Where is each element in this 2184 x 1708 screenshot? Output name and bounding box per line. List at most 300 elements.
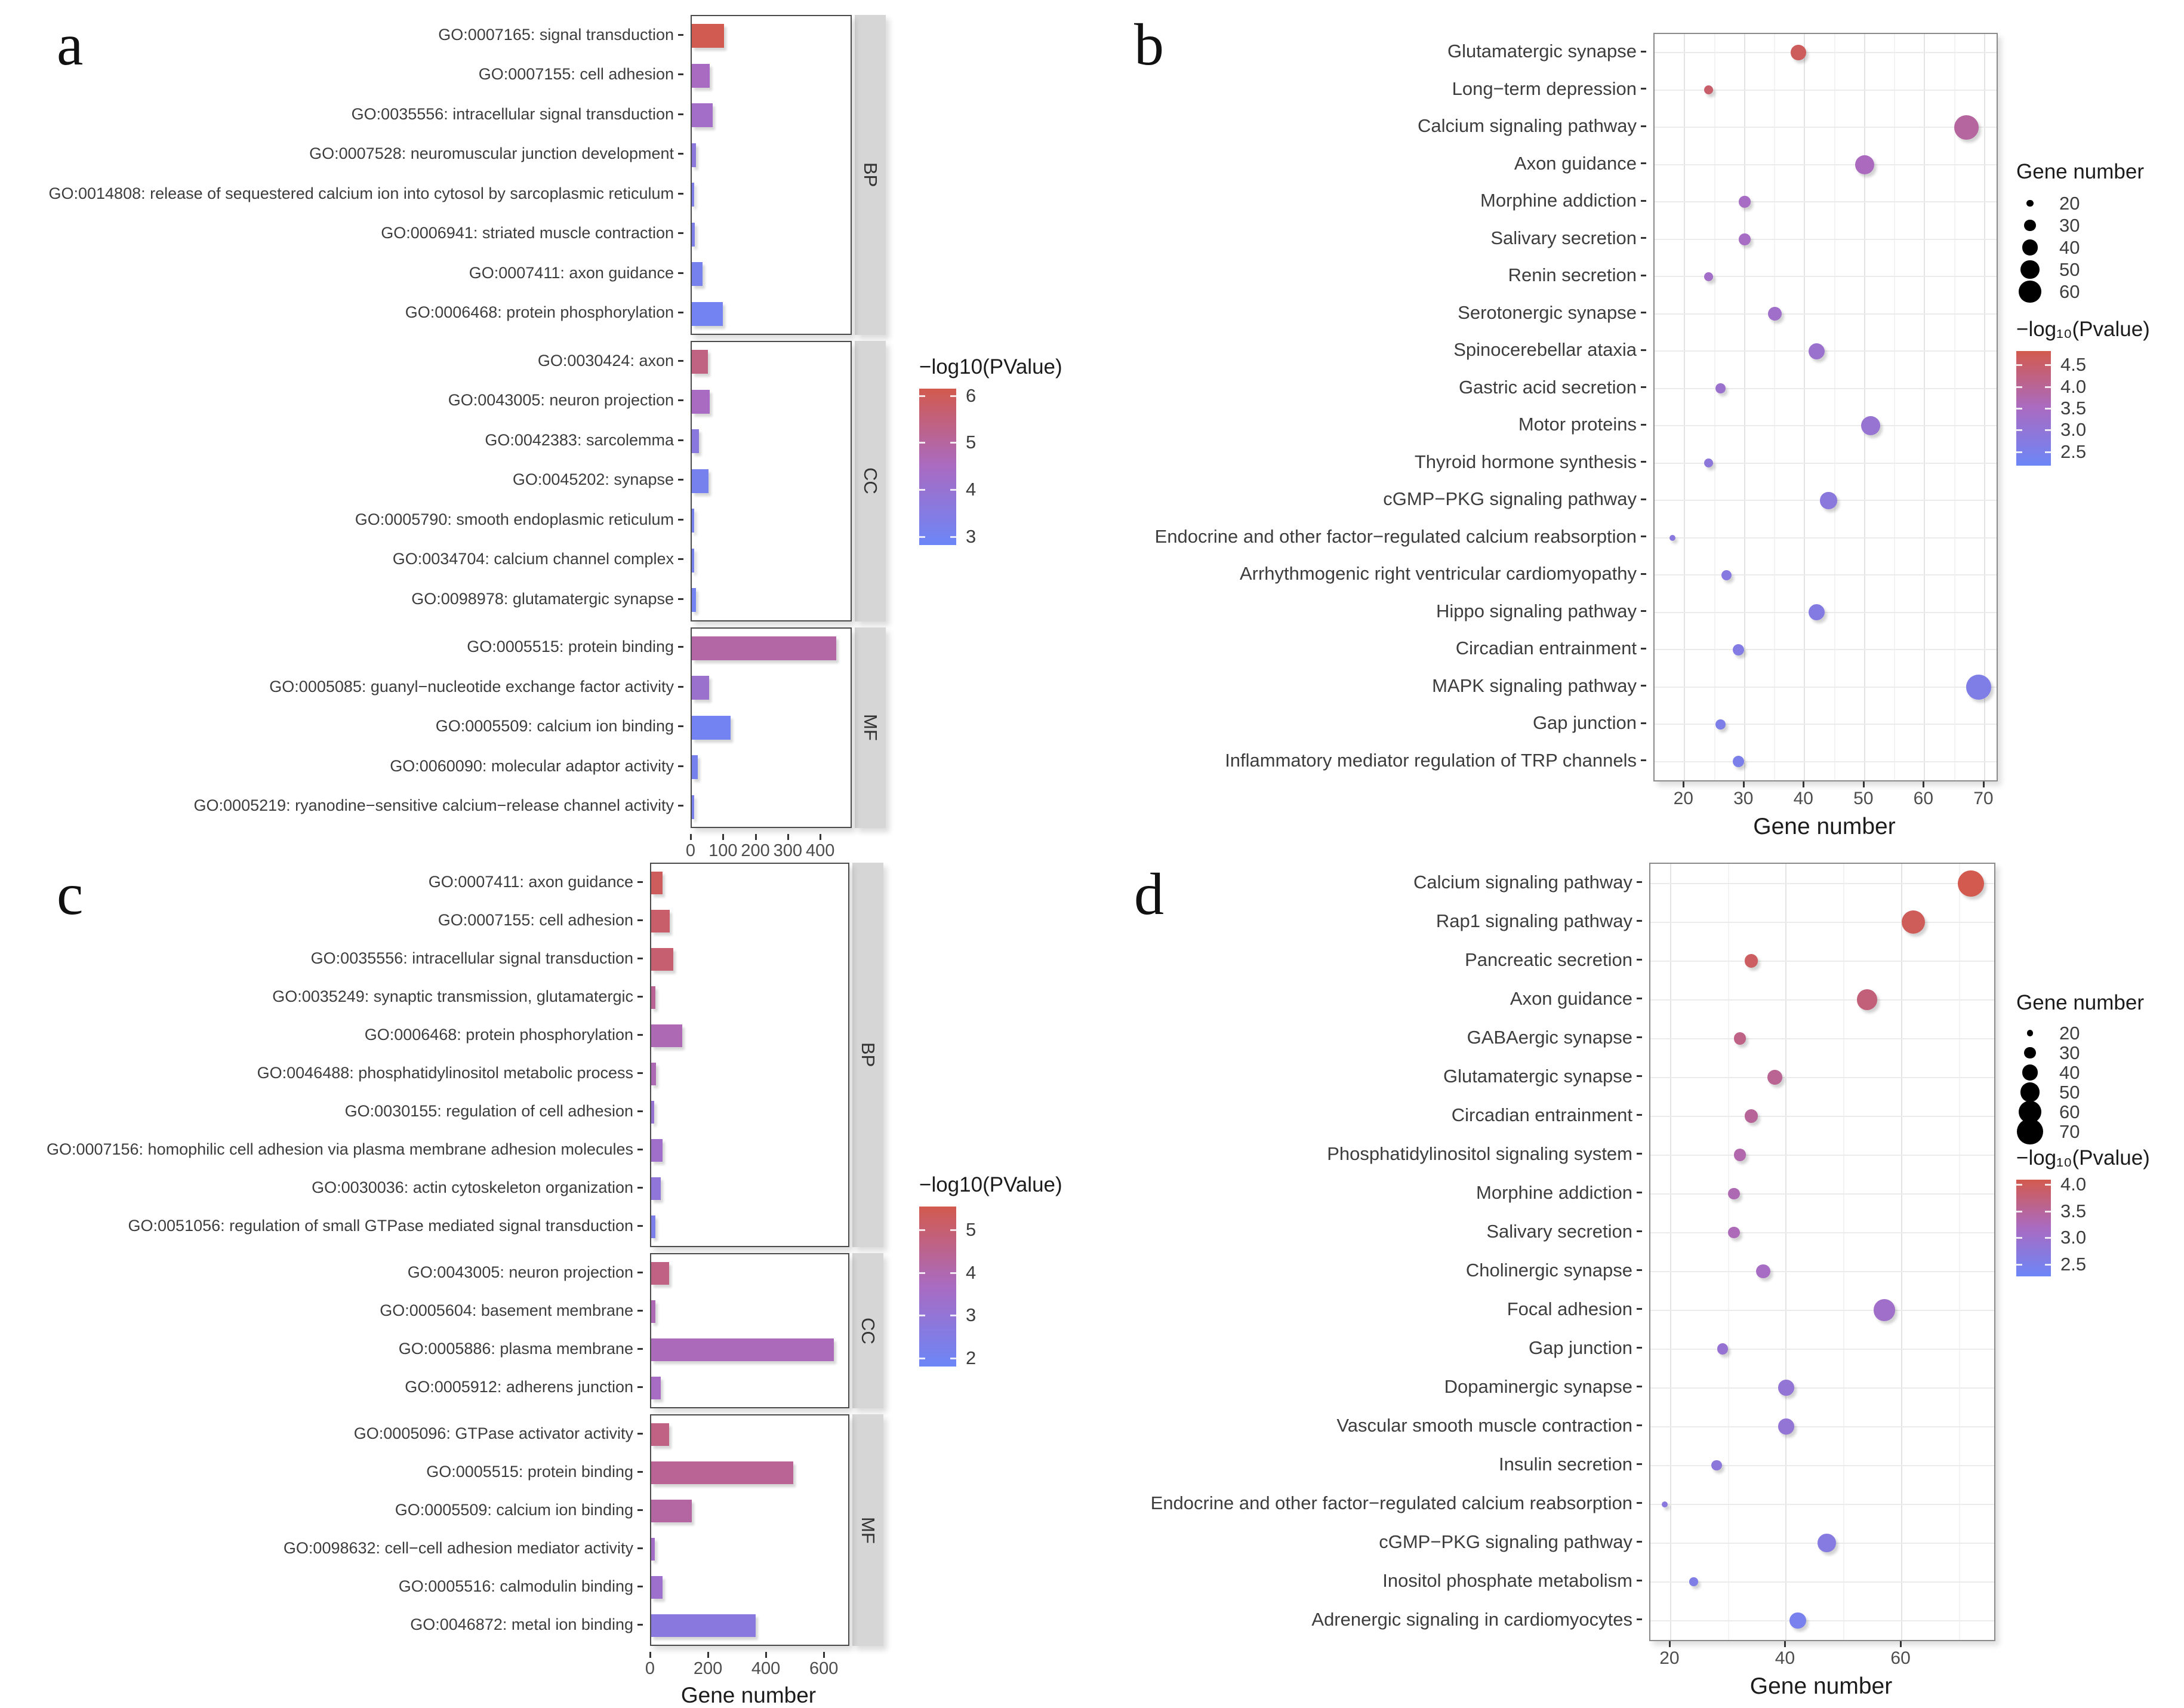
color-legend-tick-label: 3.0 <box>2060 419 2087 441</box>
y-tick-mark <box>1637 1230 1642 1232</box>
y-tick-mark <box>678 598 683 600</box>
facet-plot <box>691 341 852 621</box>
y-tick-mark <box>1641 759 1646 761</box>
y-tick-mark <box>637 1386 643 1388</box>
category-label-text: Phosphatidylinositol signaling system <box>1327 1143 1632 1164</box>
bar-row <box>651 1331 848 1369</box>
x-tick-label: 400 <box>751 1659 781 1678</box>
x-tick-label: 200 <box>693 1659 723 1678</box>
dot <box>1662 1501 1668 1507</box>
category-label <box>1092 182 1646 220</box>
bar-row <box>651 1568 848 1607</box>
y-tick-mark <box>678 439 683 441</box>
facet-strip-label: MF <box>860 714 881 741</box>
category-label <box>1092 1522 1642 1561</box>
category-label-text: GABAergic synapse <box>1467 1026 1632 1048</box>
y-tick-mark <box>678 805 683 807</box>
bar-row <box>651 1607 848 1645</box>
dot <box>1902 910 1925 934</box>
grid-major-v <box>1984 34 1985 780</box>
category-label <box>0 977 643 1015</box>
panel-a-color-legend <box>919 355 1062 545</box>
category-label <box>0 939 643 977</box>
size-legend-item <box>2016 258 2144 281</box>
y-tick-mark <box>1637 998 1642 999</box>
y-tick-mark <box>1637 1347 1642 1349</box>
category-label <box>1092 1018 1642 1057</box>
color-legend-tick-label: 3.0 <box>2060 1227 2087 1248</box>
bar-row <box>651 1055 848 1093</box>
category-label-text: Axon guidance <box>1514 152 1637 174</box>
dot <box>1767 1070 1782 1085</box>
category-label-text: GO:0035249: synaptic transmission, glutamatergic <box>272 987 633 1005</box>
bar <box>692 64 710 88</box>
dot <box>1721 570 1732 580</box>
y-tick-mark <box>637 1110 643 1112</box>
grid-major-h <box>1655 52 1997 53</box>
y-tick-mark <box>678 558 683 560</box>
y-tick-mark <box>1637 1192 1642 1193</box>
bar <box>692 716 731 740</box>
color-legend-tick-mark <box>2016 1237 2022 1239</box>
y-tick-mark <box>637 1624 643 1626</box>
color-legend-tick-mark <box>950 1229 956 1231</box>
y-tick-mark <box>1641 237 1646 239</box>
grid-minor-v <box>1959 864 1960 1640</box>
size-legend-dot <box>2022 1064 2038 1080</box>
category-label <box>1092 1484 1642 1522</box>
size-legend-label: 30 <box>2059 1042 2080 1063</box>
grid-major-h <box>1650 1232 1994 1233</box>
grid-major-h <box>1650 1271 1994 1272</box>
x-tick-mark <box>722 834 724 840</box>
panel-b-size-legend <box>2016 160 2144 303</box>
category-label <box>0 786 683 826</box>
color-legend-tick-mark <box>919 442 925 444</box>
category-label <box>1092 1445 1642 1484</box>
category-label-text: GO:0034704: calcium channel complex <box>392 550 674 568</box>
bar <box>692 143 696 167</box>
x-tick-label: 30 <box>1733 789 1754 808</box>
panel-d-size-legend-items <box>2016 1023 2144 1141</box>
size-legend-label: 40 <box>2059 1061 2080 1083</box>
size-legend-item <box>2016 281 2144 303</box>
category-label <box>0 1291 643 1330</box>
category-label-text: GO:0005509: calcium ion binding <box>435 717 674 735</box>
dot <box>1704 458 1713 467</box>
y-tick-mark <box>1637 1541 1642 1543</box>
facet-strip-BP <box>855 15 886 335</box>
bar-row <box>651 1454 848 1492</box>
bar-row <box>692 580 851 620</box>
y-tick-mark <box>1641 573 1646 575</box>
grid-minor-v <box>1834 34 1835 780</box>
y-tick-mark <box>678 73 683 75</box>
bar <box>651 1262 669 1285</box>
category-label-text: GO:0007155: cell adhesion <box>438 910 633 929</box>
category-label-text: GO:0007411: axon guidance <box>428 872 633 891</box>
color-legend-tick-mark <box>950 395 956 397</box>
category-label <box>0 1529 643 1567</box>
y-tick-mark <box>1641 275 1646 276</box>
facet-BP <box>0 863 883 1247</box>
panel-b-size-legend-items <box>2016 192 2144 303</box>
bar-row <box>692 136 851 176</box>
bar-row <box>692 541 851 581</box>
category-label <box>0 707 683 747</box>
category-label <box>1092 33 1646 70</box>
category-label <box>0 420 683 460</box>
category-label <box>0 540 683 580</box>
color-legend-tick-label: 3.5 <box>2060 1200 2087 1221</box>
bar <box>651 1101 654 1124</box>
category-label-text: Arrhythmogenic right ventricular cardiomyopathy <box>1239 563 1637 584</box>
color-legend-tick-mark <box>950 1358 956 1359</box>
size-legend-item <box>2016 1043 2144 1063</box>
dot <box>1715 719 1726 730</box>
bar-row <box>692 175 851 215</box>
grid-major-v <box>1804 34 1805 780</box>
y-tick-mark <box>637 1586 643 1587</box>
category-label <box>1092 979 1642 1018</box>
facet-plot <box>650 1414 849 1646</box>
x-axis <box>1649 1641 1993 1707</box>
color-legend-tick-label: 2.5 <box>2060 1253 2087 1275</box>
color-legend-tick-label: 2.5 <box>2060 441 2087 462</box>
facet-strip-label: CC <box>860 467 881 495</box>
panel-d-kegg-dot-plot <box>1092 854 1995 1707</box>
x-tick-mark <box>649 1652 651 1658</box>
grid-minor-v <box>1894 34 1895 780</box>
category-label <box>0 667 683 707</box>
color-legend-tick-label: 3 <box>966 525 977 547</box>
facet-strip-CC <box>855 341 886 621</box>
grid-major-v <box>1901 864 1902 1640</box>
y-tick-mark <box>1641 162 1646 164</box>
x-tick-mark <box>787 834 789 840</box>
panel-b-letter: b <box>1134 11 1164 78</box>
color-legend-tick-label: 2 <box>966 1347 977 1368</box>
grid-major-v <box>1785 864 1786 1640</box>
y-tick-mark <box>678 686 683 688</box>
category-label-text: Spinocerebellar ataxia <box>1453 339 1637 361</box>
grid-major-h <box>1655 127 1997 128</box>
panel-a-letter: a <box>57 11 84 78</box>
dot-chart <box>1092 33 1998 781</box>
dot <box>1789 1612 1806 1629</box>
y-tick-mark <box>678 153 683 155</box>
x-tick-mark <box>1669 1641 1671 1647</box>
category-label <box>1092 1212 1642 1251</box>
bar-row <box>692 461 851 501</box>
y-tick-mark <box>678 519 683 521</box>
color-legend-tick-mark <box>2045 1237 2051 1239</box>
panel-c-letter: c <box>57 861 84 927</box>
size-legend-label: 70 <box>2059 1121 2080 1142</box>
facet-MF <box>0 1414 883 1646</box>
grid-major-h <box>1655 612 1997 613</box>
grid-major-h <box>1650 1387 1994 1389</box>
y-tick-mark <box>1641 125 1646 127</box>
category-label-text: GO:0007155: cell adhesion <box>478 65 674 84</box>
bar-row <box>651 1369 848 1407</box>
size-legend-dot <box>2026 200 2034 207</box>
y-tick-mark <box>637 1149 643 1150</box>
y-tick-mark <box>1641 685 1646 687</box>
bar <box>651 1300 655 1323</box>
dot <box>1711 1460 1722 1471</box>
panel-c-color-legend-title: −log10(PValue) <box>919 1173 1062 1196</box>
category-label <box>1092 331 1646 369</box>
category-label <box>0 293 683 333</box>
facet-plot <box>650 863 849 1247</box>
y-tick-mark <box>637 919 643 921</box>
category-label <box>1092 70 1646 108</box>
size-legend-item <box>2016 236 2144 258</box>
category-label <box>1092 1367 1642 1406</box>
color-legend-tick-mark <box>919 395 925 397</box>
grid-major-h <box>1655 574 1997 576</box>
y-tick-mark <box>1637 1618 1642 1620</box>
bar-row <box>692 747 851 787</box>
x-tick-label: 70 <box>1973 789 1994 808</box>
category-label <box>1092 1600 1642 1639</box>
category-label <box>1092 145 1646 183</box>
x-tick-mark <box>1863 781 1865 787</box>
category-label-text: GO:0005604: basement membrane <box>380 1301 633 1319</box>
category-label <box>1092 220 1646 257</box>
category-label <box>0 214 683 254</box>
color-legend-tick-mark <box>2045 1264 2051 1266</box>
size-legend-item <box>2016 214 2144 236</box>
panel-d-letter: d <box>1134 861 1164 927</box>
category-label <box>0 901 643 939</box>
category-label-text: GO:0006468: protein phosphorylation <box>405 303 674 322</box>
facet-MF <box>0 627 886 829</box>
category-label <box>1092 1328 1642 1367</box>
grid-major-v <box>1670 864 1671 1640</box>
bar-row <box>692 421 851 461</box>
category-label-text: GO:0005886: plasma membrane <box>398 1339 633 1358</box>
category-label <box>1092 593 1646 630</box>
dot-plot-area <box>1653 33 1998 781</box>
dot-labels <box>1092 33 1646 779</box>
category-label <box>0 253 683 293</box>
facet-strip-CC <box>852 1253 883 1408</box>
x-tick-label: 50 <box>1853 789 1874 808</box>
category-label <box>1092 667 1646 705</box>
grid-major-v <box>1864 34 1865 780</box>
size-legend-label: 30 <box>2059 214 2080 236</box>
y-tick-mark <box>1641 498 1646 500</box>
dot <box>1778 1380 1794 1395</box>
dot <box>1717 1343 1728 1354</box>
bar-row <box>692 294 851 334</box>
grid-major-h <box>1655 164 1997 165</box>
facet-strip-MF <box>855 627 886 829</box>
bar <box>651 1377 661 1399</box>
color-legend-tick-label: 4.5 <box>2060 354 2087 376</box>
category-label <box>1092 940 1642 979</box>
bar <box>651 1177 661 1200</box>
dot <box>1704 272 1713 281</box>
dot <box>1768 307 1782 321</box>
dot <box>1704 85 1713 94</box>
panel-d-color-legend-bar <box>2016 1174 2087 1276</box>
size-legend-item <box>2016 1063 2144 1082</box>
bar-row <box>651 940 848 978</box>
y-tick-mark <box>1637 959 1642 961</box>
x-tick-label: 300 <box>773 841 803 860</box>
category-label-text: GO:0098978: glutamatergic synapse <box>411 589 674 608</box>
bar <box>692 223 695 247</box>
x-tick-mark <box>1743 781 1745 787</box>
y-tick-mark <box>678 113 683 115</box>
y-tick-mark <box>1637 1114 1642 1116</box>
category-label-text: Gap junction <box>1532 712 1637 734</box>
bar-row <box>692 629 851 669</box>
bar <box>692 636 836 660</box>
category-label-text: Insulin secretion <box>1498 1453 1632 1475</box>
bar-row <box>651 1292 848 1331</box>
category-label-text: Hippo signaling pathway <box>1436 600 1637 621</box>
y-tick-mark <box>1641 610 1646 612</box>
category-label <box>0 174 683 214</box>
panel-c-color-legend <box>919 1173 1062 1367</box>
dot <box>1756 1264 1770 1279</box>
category-label <box>0 1452 643 1491</box>
size-legend-item <box>2016 192 2144 214</box>
y-tick-mark <box>1641 386 1646 388</box>
y-tick-mark <box>678 232 683 234</box>
dot <box>1734 1032 1746 1045</box>
category-label-text: GO:0035556: intracellular signal transduction <box>351 104 674 123</box>
category-label-text: GO:0046488: phosphatidylinositol metabolic process <box>257 1063 633 1082</box>
grid-major-h <box>1650 1193 1994 1195</box>
bar-row <box>692 215 851 255</box>
category-label-text: GO:0014808: release of sequestered calcium ion into cytosol by sarcoplasmic reticulum <box>48 184 674 202</box>
category-label-text: Calcium signaling pathway <box>1413 871 1632 893</box>
category-label-text: GO:0006468: protein phosphorylation <box>364 1025 633 1044</box>
bar <box>651 1215 655 1238</box>
x-tick-label: 60 <box>1913 789 1934 808</box>
bar-row <box>692 501 851 541</box>
bar <box>651 1338 834 1361</box>
panel-b-color-legend-title: −log₁₀(Pvalue) <box>2016 318 2150 341</box>
grid-major-h <box>1655 724 1997 725</box>
bar <box>692 302 723 326</box>
y-tick-mark <box>637 1509 643 1511</box>
y-tick-mark <box>1637 1036 1642 1038</box>
bar-row <box>692 254 851 294</box>
category-label <box>1092 901 1642 940</box>
category-label-text: GO:0005515: protein binding <box>426 1462 633 1481</box>
x-tick-label: 100 <box>709 841 738 860</box>
y-tick-mark <box>637 1433 643 1435</box>
category-label-text: GO:0043005: neuron projection <box>407 1263 633 1281</box>
grid-major-h <box>1650 1077 1994 1078</box>
dot <box>1734 1149 1746 1161</box>
y-tick-mark <box>1637 1386 1642 1387</box>
dot <box>1809 343 1825 359</box>
category-label-text: Pancreatic secretion <box>1465 949 1632 970</box>
bar <box>651 1576 663 1599</box>
color-legend-tick-mark <box>2045 386 2051 388</box>
category-label-text: Endocrine and other factor−regulated calcium reabsorption <box>1154 525 1637 547</box>
y-tick-mark <box>637 996 643 998</box>
x-tick-mark <box>1803 781 1804 787</box>
color-legend-tick-mark <box>2016 1184 2022 1186</box>
x-tick-mark <box>1784 1641 1786 1647</box>
category-label-text: MAPK signaling pathway <box>1432 675 1637 696</box>
category-label-text: GO:0005509: calcium ion binding <box>395 1500 633 1519</box>
grid-major-h <box>1650 1465 1994 1466</box>
category-label <box>0 1207 643 1245</box>
bar <box>692 350 708 374</box>
size-legend-dot <box>2019 281 2041 303</box>
size-legend-label: 50 <box>2059 1081 2080 1103</box>
bar-row <box>692 342 851 382</box>
y-tick-mark <box>678 646 683 648</box>
x-tick-mark <box>1923 781 1924 787</box>
x-tick-label: 40 <box>1775 1648 1795 1668</box>
size-legend-dot <box>2017 1119 2043 1144</box>
y-tick-mark <box>1637 1502 1642 1504</box>
panel-b-color-legend <box>2016 318 2150 466</box>
panel-c-color-legend-bar <box>919 1207 977 1368</box>
grid-major-h <box>1650 1620 1994 1621</box>
size-legend-label: 20 <box>2059 1022 2080 1044</box>
x-tick-label: 60 <box>1890 1648 1911 1668</box>
bar <box>692 509 694 533</box>
facet-CC <box>0 1253 883 1408</box>
category-label <box>0 746 683 786</box>
grid-major-h <box>1650 1504 1994 1505</box>
category-label <box>0 134 683 174</box>
grid-major-h <box>1650 961 1994 962</box>
facet-strip-label: BP <box>858 1042 879 1067</box>
bar <box>692 549 694 573</box>
x-tick-mark <box>1683 781 1684 787</box>
grid-major-h <box>1650 1349 1994 1350</box>
dot <box>1739 196 1751 208</box>
size-legend-label: 40 <box>2059 236 2080 258</box>
color-legend-tick-label: 4 <box>966 1261 977 1283</box>
bar <box>692 469 709 493</box>
category-label <box>0 1015 643 1054</box>
category-label-text: Calcium signaling pathway <box>1417 115 1637 137</box>
y-tick-mark <box>637 1225 643 1227</box>
category-label <box>0 94 683 134</box>
color-legend-tick-label: 5 <box>966 432 977 453</box>
panel-b-color-legend-bar <box>2016 351 2087 466</box>
bar-row <box>651 864 848 902</box>
category-label <box>0 1330 643 1368</box>
y-tick-mark <box>1641 722 1646 724</box>
category-label <box>0 863 643 901</box>
x-tick-label: 600 <box>809 1659 839 1678</box>
y-tick-mark <box>678 34 683 36</box>
facet-strip-label: MF <box>858 1516 879 1544</box>
category-label <box>0 1054 643 1092</box>
color-legend-tick-mark <box>2016 408 2022 410</box>
y-tick-mark <box>637 1034 643 1036</box>
grid-major-h <box>1655 761 1997 762</box>
y-tick-mark <box>1637 1308 1642 1310</box>
x-tick-mark <box>1900 1641 1902 1647</box>
y-tick-mark <box>678 479 683 481</box>
category-label <box>0 55 683 95</box>
